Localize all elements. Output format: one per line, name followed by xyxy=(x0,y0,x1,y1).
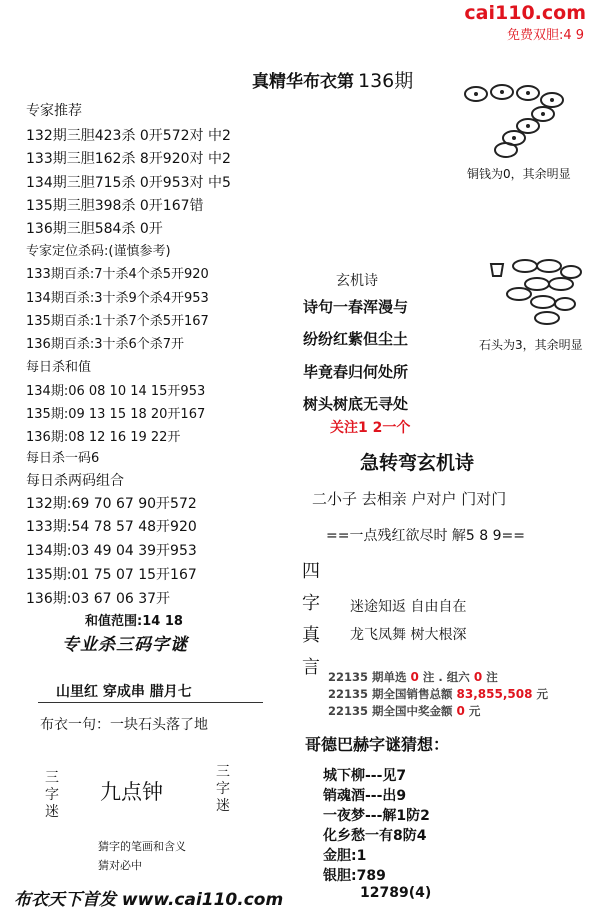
jizhuan-line1: 二小子 去相亲 户对户 门对门 xyxy=(312,490,507,508)
expert-heading: 专家推荐 xyxy=(26,103,82,119)
expert-line: 133期三胆162杀 8开920对 中2 xyxy=(26,151,231,167)
riddle-hint: 猜对必中 xyxy=(98,859,142,872)
position-kill-line: 135期百杀:1十杀7个杀5开167 xyxy=(26,314,209,329)
daily-sum-line: 134期:06 08 10 14 15开953 xyxy=(26,384,206,399)
goedel-line: 金胆:1 xyxy=(323,848,367,864)
stones-caption: 石头为3，其余明显 xyxy=(479,338,583,352)
stones-picture xyxy=(485,254,585,328)
expert-line: 134期三胆715杀 0开953对 中5 xyxy=(26,175,231,191)
lottery-line-2: 22135 期全国销售总额 83,855,508 元 xyxy=(328,687,548,701)
daily-sum-line: 135期:09 13 15 18 20开167 xyxy=(26,407,206,422)
page-title xyxy=(252,66,413,93)
daily-kill-one: 每日杀一码6 xyxy=(26,451,100,466)
daily-pair-line: 134期:03 49 04 39开953 xyxy=(26,543,197,559)
riddle-sentence: 布衣一句：一块石头落了地 xyxy=(40,717,208,733)
divider xyxy=(38,702,263,703)
riddle-hint: 猜字的笔画和含义 xyxy=(98,840,186,853)
daily-sum-heading: 每日杀和值 xyxy=(26,360,92,375)
goedel-line: 化乡愁一有8防4 xyxy=(323,828,427,844)
title-text: 真精华布衣第 xyxy=(252,72,354,92)
free-pair: 免费双胆:4 9 xyxy=(506,28,584,43)
position-kill-line: 136期百杀:3十杀6个杀7开 xyxy=(26,337,185,352)
xuanji-line: 毕竟春归何处所 xyxy=(303,363,409,381)
daily-pair-line: 136期:03 67 06 37开 xyxy=(26,591,171,607)
sizi-char: 字 xyxy=(302,593,320,614)
sizi-char: 言 xyxy=(302,657,320,678)
lottery-line-1: 22135 期单选 0 注 . 组六 0 注 xyxy=(328,670,498,684)
daily-sum-line: 136期:08 12 16 19 22开 xyxy=(26,430,181,445)
lottery-line-3: 22135 期全国中奖金额 0 元 xyxy=(328,704,481,718)
sizi-row: 龙飞凤舞 树大根深 xyxy=(350,627,467,643)
coins-picture xyxy=(458,80,578,162)
xuanji-label: 玄机诗 xyxy=(336,273,378,289)
jizhuan-title: 急转弯玄机诗 xyxy=(360,452,475,474)
sizi-char: 四 xyxy=(302,561,320,582)
brand-site[interactable]: cai110.com xyxy=(464,2,586,24)
position-kill-line: 133期百杀:7十杀4个杀5开920 xyxy=(26,267,209,282)
left-riddle-label: 三字迷 xyxy=(45,770,59,820)
issue-number: 136期 xyxy=(358,70,414,92)
xuanji-line: 树头树底无寻处 xyxy=(303,395,409,413)
position-kill-line: 134期百杀:3十杀9个杀4开953 xyxy=(26,291,209,306)
right-riddle-label: 三字迷 xyxy=(216,764,230,814)
riddle-main: 九点钟 xyxy=(100,780,163,804)
xuanji-line: 纷纷红紫但尘土 xyxy=(303,330,409,348)
goedel-title: 哥德巴赫字谜猜想： xyxy=(305,735,450,754)
goedel-line: 银胆:789 xyxy=(323,868,386,884)
daily-pair-heading: 每日杀两码组合 xyxy=(26,473,124,489)
goedel-line: 12789(4) xyxy=(360,885,432,901)
goedel-line: 销魂酒---出9 xyxy=(323,788,407,804)
expert-line: 132期三胆423杀 0开572对 中2 xyxy=(26,128,231,144)
xuanji-focus: 关注1 2一个 xyxy=(330,420,411,436)
daily-pair-line: 132期:69 70 67 90开572 xyxy=(26,496,197,512)
sizi-char: 真 xyxy=(302,625,320,646)
position-kill-heading: 专家定位杀码:(谨慎参考) xyxy=(26,244,171,259)
coins-caption: 铜钱为0，其余明显 xyxy=(467,167,571,181)
xuanji-line: 诗句一春浑漫与 xyxy=(303,298,409,316)
expert-line: 136期三胆584杀 0开 xyxy=(26,221,163,237)
daily-pair-line: 135期:01 75 07 15开167 xyxy=(26,567,197,583)
three-riddle-line: 山里红 穿成串 腊月七 xyxy=(56,684,192,700)
sizi-row: 迷途知返 自由自在 xyxy=(350,599,467,615)
goedel-line: 城下柳---见7 xyxy=(323,768,407,784)
jizhuan-line2: ==一点残红欲尽时 解5 8 9== xyxy=(326,528,525,544)
goedel-line: 一夜梦---解1防2 xyxy=(323,808,430,824)
daily-pair-line: 133期:54 78 57 48开920 xyxy=(26,519,197,535)
expert-line: 135期三胆398杀 0开167错 xyxy=(26,198,204,214)
footer: 布衣天下首发 www.cai110.com xyxy=(14,890,284,910)
three-riddle-title: 专业杀三码字谜 xyxy=(62,635,188,655)
sizi-label xyxy=(302,556,324,684)
sum-range: 和值范围:14 18 xyxy=(85,614,183,629)
